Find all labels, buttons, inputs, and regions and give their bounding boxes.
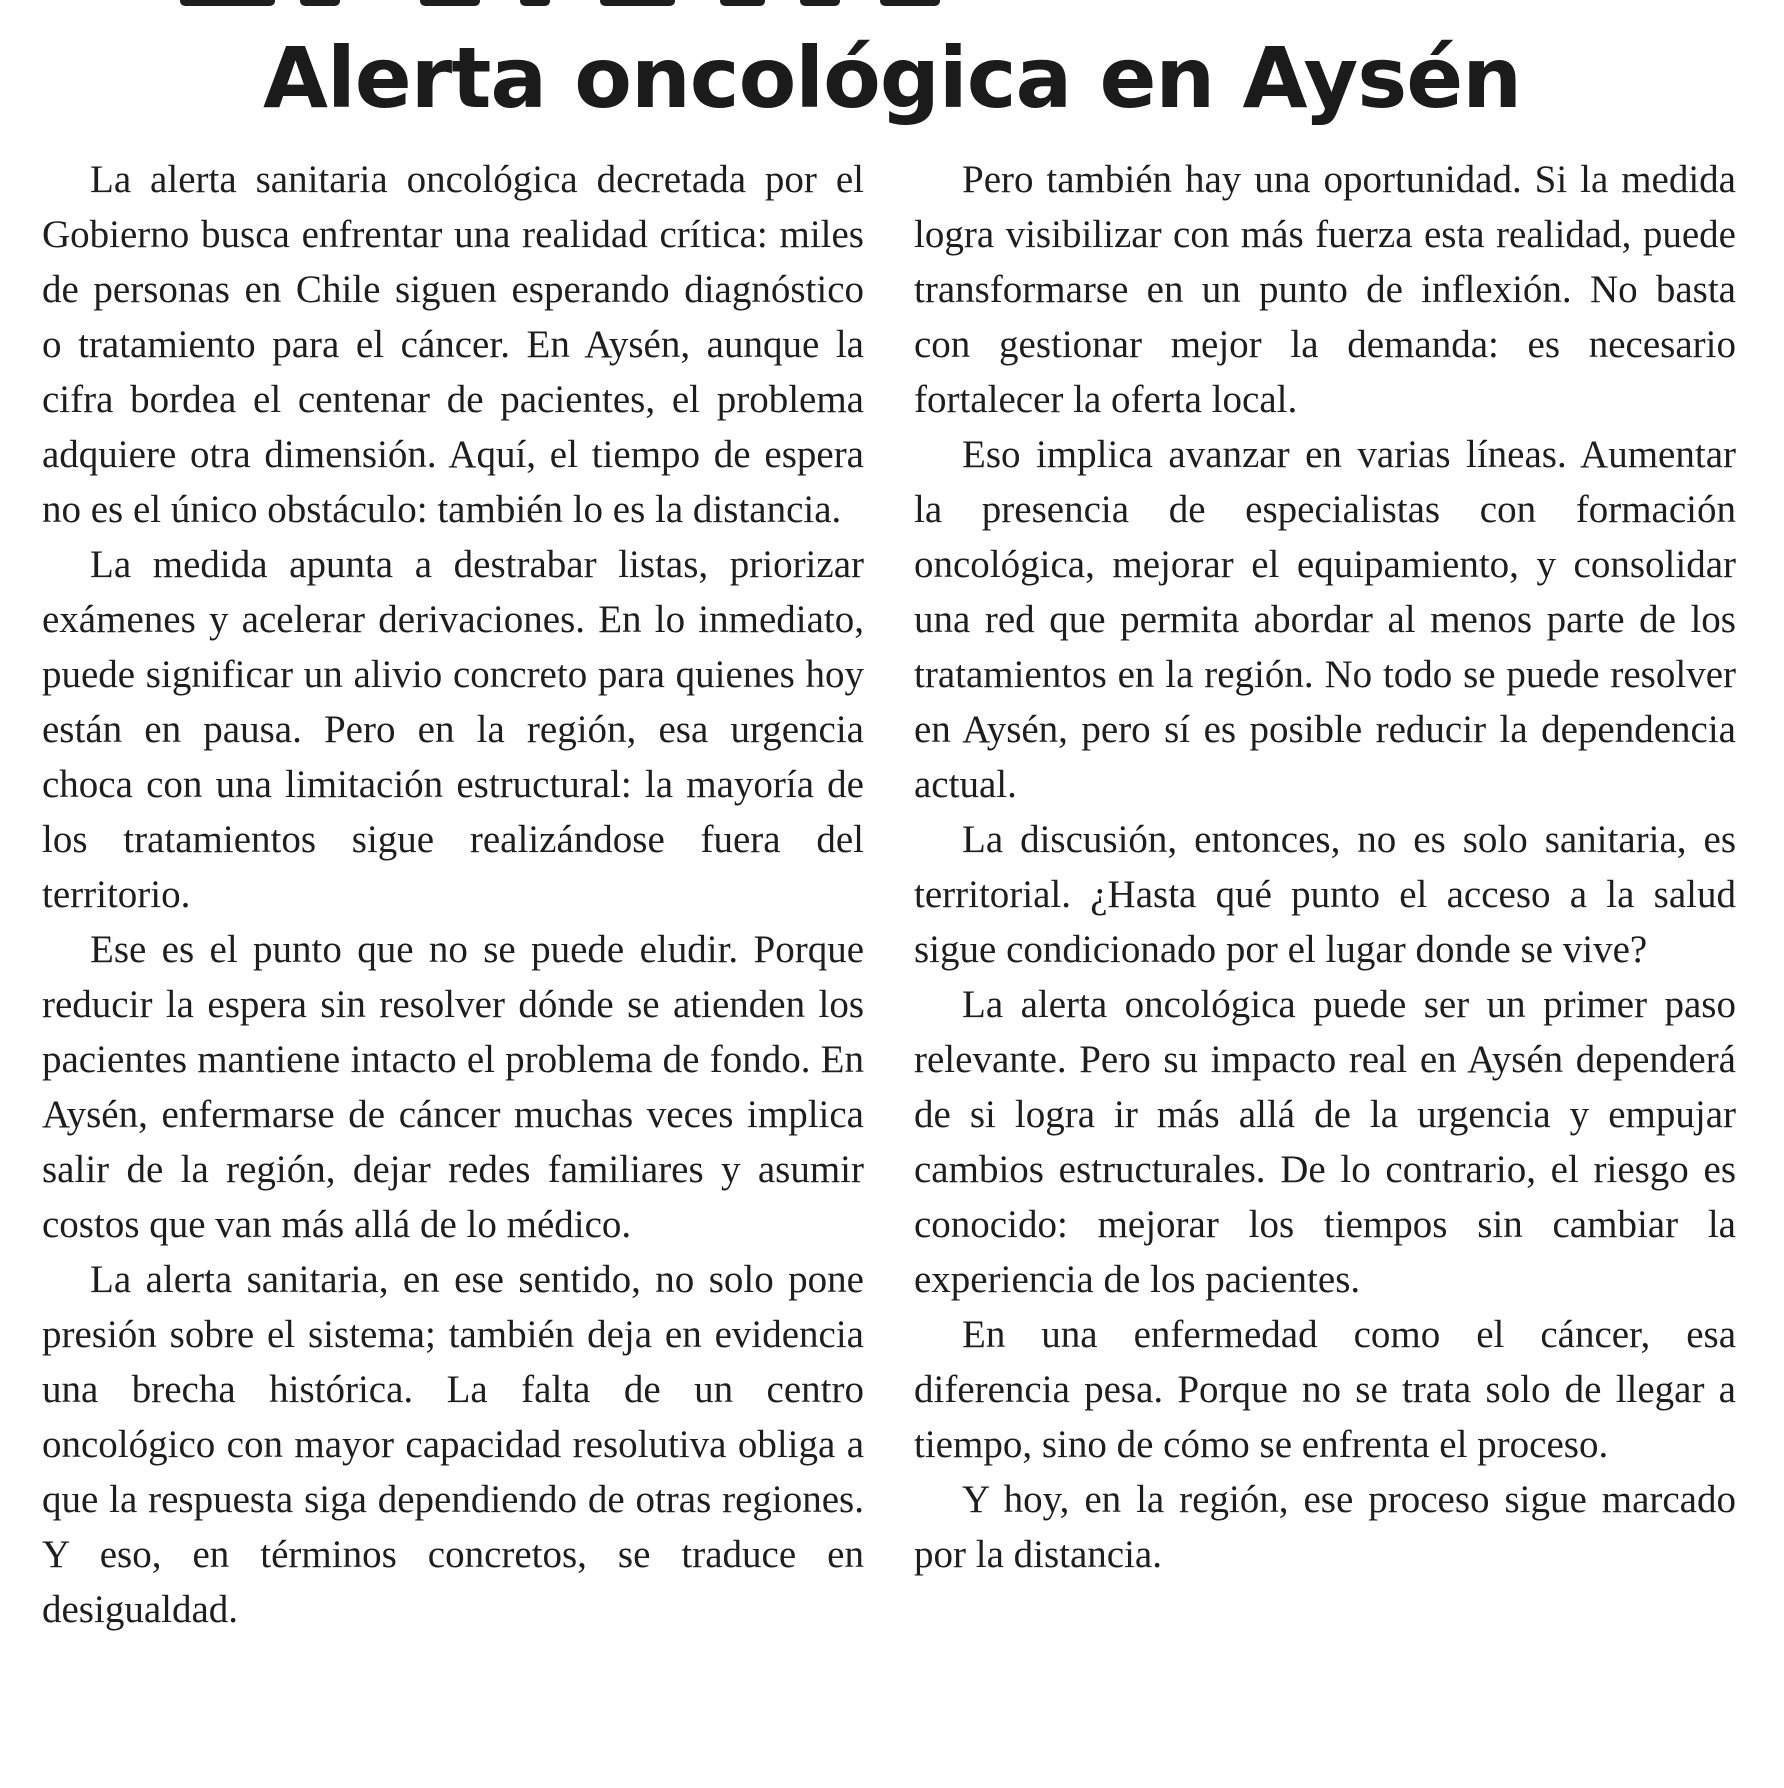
- paragraph: La alerta oncológica puede ser un primer paso relevante. Pero su impacto real en Aysén dependerá de si logra ir más allá de la urgencia y empujar cambios estructurales. De lo contrario, el riesgo es conocido: mejorar los tiempos sin cambiar la experiencia de los pacientes.: [914, 983, 1736, 1301]
- paragraph: Pero también hay una oportunidad. Si la medida logra visibilizar con más fuerza esta realidad, puede transformarse en un punto de inflexión. No basta con gestionar mejor la demanda: es necesario fortalecer la oferta local.: [914, 158, 1736, 421]
- article-left-column: [42, 152, 864, 1637]
- paragraph: Eso implica avanzar en varias líneas. Aumentar la presencia de especialistas con formación oncológica, mejorar el equipamiento, y consolidar una red que permita abordar al menos parte de los tratamientos en la región. No todo se puede resolver en Aysén, pero sí es posible reducir la dependencia actual.: [914, 433, 1736, 806]
- paragraph: En una enfermedad como el cáncer, esa diferencia pesa. Porque no se trata solo de llegar a tiempo, sino de cómo se enfrenta el proceso.: [914, 1313, 1736, 1466]
- paragraph: La alerta sanitaria oncológica decretada por el Gobierno busca enfrentar una realidad crítica: miles de personas en Chile siguen esperando diagnóstico o tratamiento para el cáncer. En Aysén, aunque la cifra bordea el centenar de pacientes, el problema adquiere otra dimensión. Aquí, el tiempo de espera no es el único obstáculo: también lo es la distancia.: [42, 158, 864, 531]
- paragraph: La discusión, entonces, no es solo sanitaria, es territorial. ¿Hasta qué punto el acceso a la salud sigue condicionado por el lugar donde se vive?: [914, 818, 1736, 971]
- paragraph: La alerta sanitaria, en ese sentido, no solo pone presión sobre el sistema; también deja en evidencia una brecha histórica. La falta de un centro oncológico con mayor capacidad resolutiva obliga a que la respuesta siga dependiendo de otras regiones. Y eso, en términos concretos, se traduce en desigualdad.: [42, 1258, 864, 1631]
- article-headline: Alerta oncológica en Aysén: [263, 29, 1521, 127]
- paragraph: Y hoy, en la región, ese proceso sigue marcado por la distancia.: [914, 1478, 1736, 1576]
- article-right-column: [914, 152, 1736, 1582]
- cropped-previous-line: [0, 0, 1784, 14]
- paragraph: La medida apunta a destrabar listas, priorizar exámenes y acelerar derivaciones. En lo inmediato, puede significar un alivio concreto para quienes hoy están en pausa. Pero en la región, esa urgencia choca con una limitación estructural: la mayoría de los tratamientos sigue realizándose fuera del territorio.: [42, 543, 864, 916]
- paragraph: Ese es el punto que no se puede eludir. Porque reducir la espera sin resolver dónde se atienden los pacientes mantiene intacto el problema de fondo. En Aysén, enfermarse de cáncer muchas veces implica salir de la región, dejar redes familiares y asumir costos que van más allá de lo médico.: [42, 928, 864, 1246]
